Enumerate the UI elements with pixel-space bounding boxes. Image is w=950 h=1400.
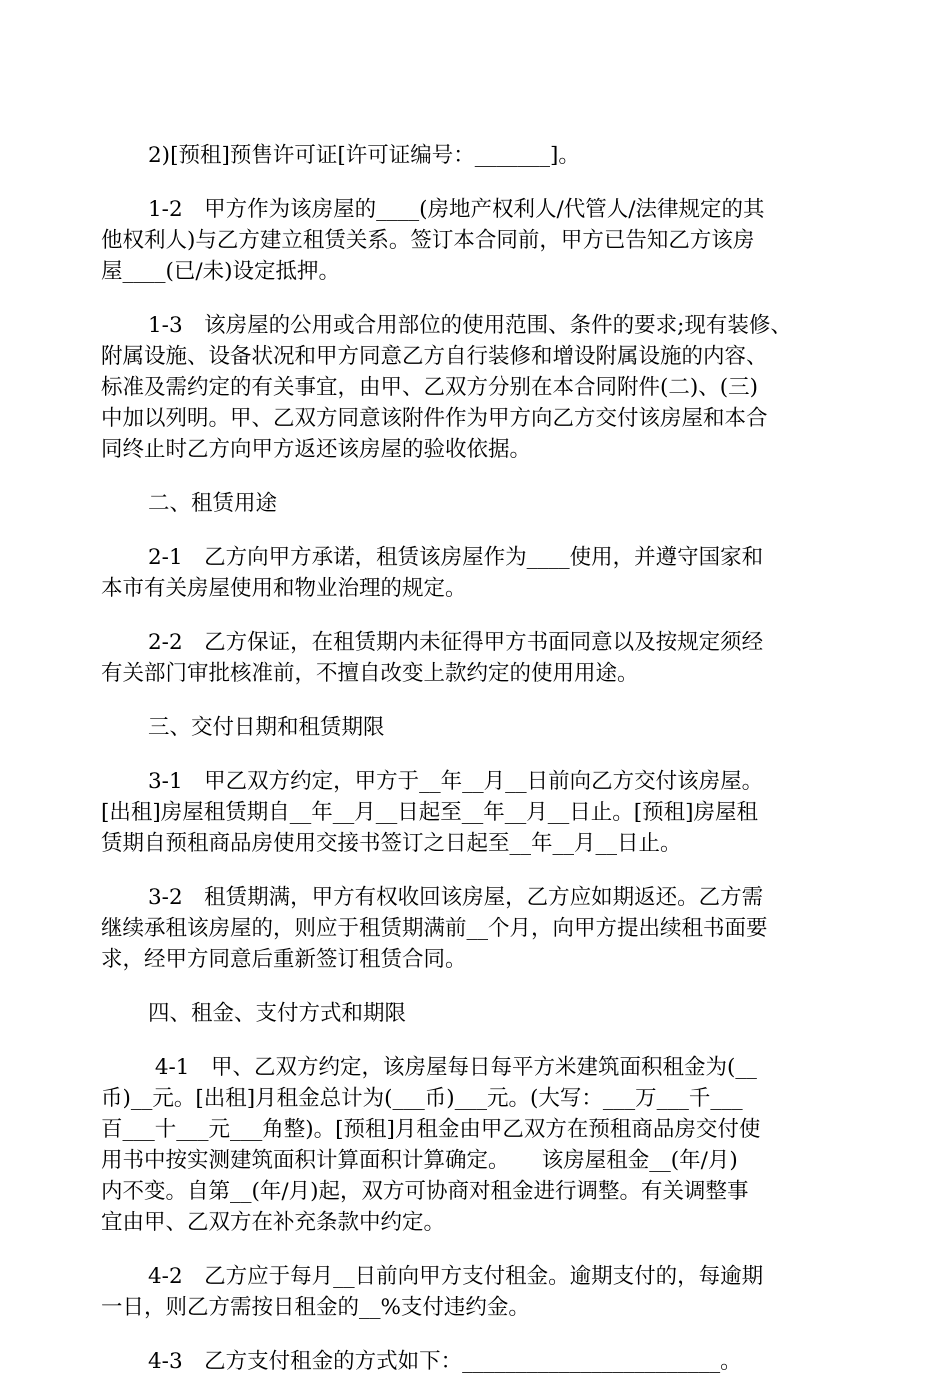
line-text: 四、租金、支付方式和期限 (148, 1001, 407, 1026)
paragraph (101, 140, 861, 171)
line-text: 1-2 甲方作为该房屋的____(房地产权利人/代管人/法律规定的其 (148, 197, 765, 222)
paragraph (101, 998, 861, 1029)
line-text: 用书中按实测建筑面积计算面积计算确定。 该房屋租金__(年/月) (101, 1148, 738, 1173)
text-line (101, 573, 861, 604)
text-line (101, 1176, 861, 1207)
line-text: 4-1 甲、乙双方约定，该房屋每日每平方米建筑面积租金为(__ (148, 1055, 757, 1080)
text-line (101, 1114, 861, 1145)
text-line (101, 194, 861, 225)
text-line (101, 341, 861, 372)
text-line (101, 797, 861, 828)
line-text: 标准及需约定的有关事宜，由甲、乙双方分别在本合同附件(二)、(三) (101, 375, 759, 400)
paragraph (101, 310, 861, 465)
text-line (101, 403, 861, 434)
line-text: 中加以列明。甲、乙双方同意该附件作为甲方向乙方交付该房屋和本合 (101, 406, 768, 431)
text-line (101, 140, 861, 171)
line-text: 赁期自预租商品房使用交接书签订之日起至__年__月__日止。 (101, 831, 682, 856)
paragraph (101, 712, 861, 743)
line-text: 他权利人)与乙方建立租赁关系。签订本合同前，甲方已告知乙方该房 (101, 228, 755, 253)
line-text: 3-1 甲乙双方约定，甲方于__年__月__日前向乙方交付该房屋。 (148, 769, 764, 794)
paragraph (101, 1052, 861, 1238)
line-text: 3-2 租赁期满，甲方有权收回该房屋，乙方应如期返还。乙方需 (148, 885, 764, 910)
text-line (101, 1145, 861, 1176)
text-line (101, 658, 861, 689)
line-text: 同终止时乙方向甲方返还该房屋的验收依据。 (101, 437, 532, 462)
line-text: 二、租赁用途 (148, 491, 278, 516)
line-text: 4-3 乙方支付租金的方式如下：________________________。 (148, 1349, 742, 1374)
text-line (101, 434, 861, 465)
line-text: 继续承租该房屋的，则应于租赁期满前__个月，向甲方提出续租书面要 (101, 916, 768, 941)
text-line (101, 1052, 861, 1083)
paragraph (101, 627, 861, 689)
text-line (101, 1346, 861, 1377)
line-text: 附属设施、设备状况和甲方同意乙方自行装修和增设附属设施的内容、 (101, 344, 768, 369)
paragraph (101, 194, 861, 287)
text-line (101, 542, 861, 573)
line-text: 1-3 该房屋的公用或合用部位的使用范围、条件的要求;现有装修、 (148, 313, 792, 338)
line-text: 2)[预租]预售许可证[许可证编号：_______]。 (148, 143, 580, 168)
line-text: 内不变。自第__(年/月)起，双方可协商对租金进行调整。有关调整事 (101, 1179, 749, 1204)
line-text: 币)__元。[出租]月租金总计为(___币)___元。(大写：___万___千___ (101, 1086, 743, 1111)
text-line (101, 766, 861, 797)
text-line (101, 712, 861, 743)
text-line (101, 828, 861, 859)
text-line (101, 488, 861, 519)
text-line (101, 998, 861, 1029)
line-text: 一日，则乙方需按日租金的__%支付违约金。 (101, 1295, 530, 1320)
text-line (101, 310, 861, 341)
line-text: 宜由甲、乙双方在补充条款中约定。 (101, 1210, 446, 1235)
line-text: 本市有关房屋使用和物业治理的规定。 (101, 576, 467, 601)
line-text: 三、交付日期和租赁期限 (148, 715, 385, 740)
paragraph (101, 488, 861, 519)
line-text: 2-1 乙方向甲方承诺，租赁该房屋作为____使用，并遵守国家和 (148, 545, 764, 570)
text-line (101, 225, 861, 256)
text-line (101, 372, 861, 403)
text-line (101, 1083, 861, 1114)
line-text: 百___十___元___角整)。[预租]月租金由甲乙双方在预租商品房交付使 (101, 1117, 761, 1142)
text-line (101, 627, 861, 658)
text-line (101, 1207, 861, 1238)
line-text: 屋____(已/未)设定抵押。 (101, 259, 341, 284)
line-text: 4-2 乙方应于每月__日前向甲方支付租金。逾期支付的，每逾期 (148, 1264, 764, 1289)
paragraph (101, 1346, 861, 1377)
text-line (101, 944, 861, 975)
text-line (101, 913, 861, 944)
line-text: 求，经甲方同意后重新签订租赁合同。 (101, 947, 467, 972)
document-body (101, 140, 861, 1400)
text-line (101, 882, 861, 913)
paragraph (101, 766, 861, 859)
paragraph (101, 1261, 861, 1323)
text-line (101, 256, 861, 287)
line-text: 2-2 乙方保证，在租赁期内未征得甲方书面同意以及按规定须经 (148, 630, 764, 655)
paragraph (101, 882, 861, 975)
line-text: [出租]房屋租赁期自__年__月__日起至__年__月__日止。[预租]房屋租 (101, 800, 759, 825)
line-text: 有关部门审批核准前，不擅自改变上款约定的使用用途。 (101, 661, 639, 686)
text-line (101, 1292, 861, 1323)
text-line (101, 1261, 861, 1292)
paragraph (101, 542, 861, 604)
